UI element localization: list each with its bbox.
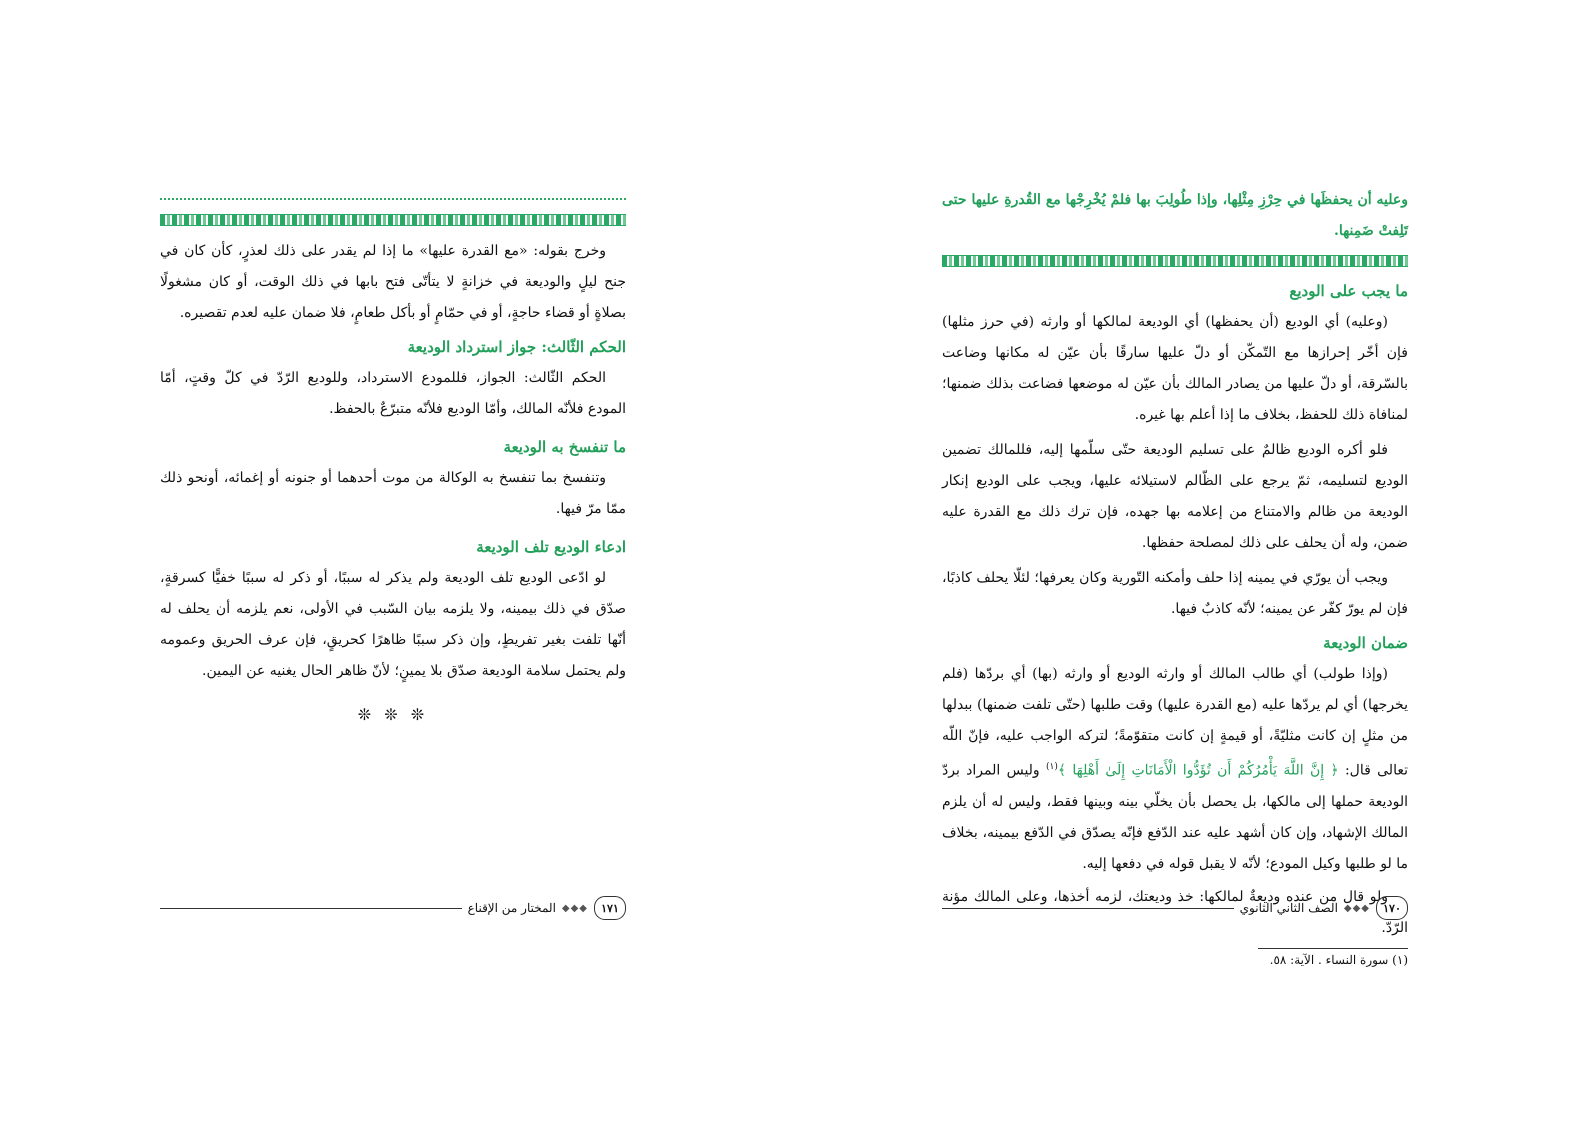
ornamental-divider — [942, 255, 1408, 267]
ornamental-divider — [160, 214, 626, 226]
footer-book-title: المختار من الإقناع — [467, 901, 556, 915]
footer-rule — [942, 908, 1234, 909]
paragraph: وتنفسخ بما تنفسخ به الوكالة من موت أحدهما أو جنونه أو إغمائه، أونحو ذلك ممّا مرّ فيها. — [160, 470, 626, 517]
paragraph-text: وليس المراد بردّ الوديعة حملها إلى مالكها، بل يحصل بأن يخلّي بينه وبينها فقط، وليس له أن يلزم المالك الإشهاد، وإن كان أشهد عليه عند الدّفع فإنّه يصدّق في الدّفع بيمينه، بخلاف ما لو طلبها وكيل المودع؛ لأنّه لا يقبل قوله في دفعها إليه. — [942, 762, 1408, 872]
section-title-termination: ما تنفسخ به الوديعة — [503, 438, 626, 456]
dotted-divider — [160, 198, 626, 200]
paragraph: وخرج بقوله: «مع القدرة عليها» ما إذا لم يقدر على ذلك لعذرٍ، كأن كان في جنح ليلٍ والوديعة في خزانةٍ لا يتأتّى فتح بابها في ذلك الوقت، أو كان مشغولًا بصلاةٍ أو قضاء حاجةٍ، أو في حمّامٍ أو بأكل طعامٍ، فلا ضمان عليه لعدم تقصيره. — [160, 243, 626, 321]
paragraph-text: (وإذا طولب) أي طالب المالك أو وارثه الوديع أو وارثه (بها) أي بردّها (فلم يخرجها) أي لم يردّها عليه (مع القدرة عليها) وقت طلبها (حتّى تلفت ضمنها) ببدلها من مثلٍ إن كانت مثليّةً، أو قيمةٍ إن كانت متقوّمةً؛ لتركه الواجب عليه، فإنّ اللّه تعالى قال: — [942, 666, 1408, 779]
footnote: (١) سورة النساء . الآية: ٥٨. — [1269, 952, 1408, 967]
left-page-footer — [160, 896, 626, 920]
paragraph: ويجب أن يورّي في يمينه إذا حلف وأمكنه التّورية وكان يعرفها؛ لئلّا يحلف كاذبًا، فإن لم يورّ كفّر عن يمينه؛ لأنّه كاذبٌ فيها. — [942, 570, 1408, 617]
page-number: ١٧١ — [594, 896, 626, 920]
footnote-ref: (١) — [1046, 762, 1058, 772]
paragraph: الحكم الثّالث: الجواز، فللمودع الاسترداد، وللوديع الرّدّ في كلّ وقتٍ، أمّا المودع فلأنّه المالك، وأمّا الوديع فلأنّه متبرّعٌ بالحفظ. — [160, 370, 626, 417]
paragraph: لو ادّعى الوديع تلف الوديعة ولم يذكر له سببًا، أو ذكر له سببًا خفيًّا كسرقةٍ، صدّق في ذلك بيمينه، ولا يلزمه بيان السّبب في الأولى، نعم يلزمه أن يحلف له أنّها تلفت بغير تفريطٍ، وإن ذكر سببًا ظاهرًا كحريقٍ، فإن عرف الحريق وعمومه ولم يحتمل سلامة الوديعة صدّق بلا يمينٍ؛ لأنّ ظاهر الحال يغنيه عن اليمين. — [160, 570, 626, 679]
paragraph: ولو قال من عنده وديعةٌ لمالكها: خذ وديعتك، لزمه أخذها، وعلى المالك مؤنة الرّدّ. — [942, 888, 1408, 936]
footer-rule — [160, 908, 462, 909]
section-title-loss-claim: ادعاء الوديع تلف الوديعة — [476, 538, 626, 556]
quran-verse: ﴿ إِنَّ اللَّهَ يَأْمُرُكُمْ أَن تُؤَدُّوا الْأَمَانَاتِ إِلَىٰ أَهْلِهَا ﴾ — [1057, 762, 1339, 779]
right-page-footer — [942, 896, 1408, 920]
footer-ornament-icon: ◆◆◆ — [561, 902, 588, 914]
section-end-stars: ❊ ❊ ❊ — [357, 705, 429, 724]
paragraph — [942, 659, 1408, 880]
section-title-recovery: الحكم الثّالث: جواز استرداد الوديعة — [407, 338, 626, 356]
section-title-wadi-duties: ما يجب على الوديع — [1289, 282, 1408, 300]
left-page — [160, 198, 626, 724]
lead-matn-text: وعليه أن يحفظَها في حِرْزِ مِثْلِها، وإذا طُولِبَ بها فلمْ يُخْرِجْها مع القُدرةِ عليها حتى تَلِفتْ ضَمِنها. — [942, 192, 1408, 239]
paragraph: (وعليه) أي الوديع (أن يحفظها) أي الوديعة لمالكها أو وارثه (في حرز مثلها) فإن أخّر إحرازها مع التّمكّن أو دلّ عليها سارقًا بأن عيّن له مكانها وضاعت بالسّرقة، أو دلّ عليها من يصادر المالك بأن عيّن له موضعها فضاعت بذلك ضمنها؛ لمنافاة ذلك للحفظ، بخلاف ما إذا أعلم بها غيره. — [942, 314, 1408, 423]
right-page — [942, 185, 1408, 969]
page-number: ١٧٠ — [1376, 896, 1408, 920]
paragraph: فلو أكره الوديع ظالمٌ على تسليم الوديعة حتّى سلّمها إليه، فللمالك تضمين الوديع لتسليمه، ثمّ يرجع على الظّالم لاستيلائه عليها، ويجب على الوديع إنكار الوديعة من ظالم والامتناع من إعلامه بها جهده، فإن ترك ذلك مع القدرة عليه ضمن، وله أن يحلف على ذلك لمصلحة حفظها. — [942, 442, 1408, 551]
section-title-deposit-liability: ضمان الوديعة — [1323, 634, 1408, 652]
footer-book-title: الصف الثاني الثانوي — [1239, 901, 1338, 915]
footnote-rule — [1258, 948, 1408, 949]
footer-ornament-icon: ◆◆◆ — [1343, 902, 1370, 914]
